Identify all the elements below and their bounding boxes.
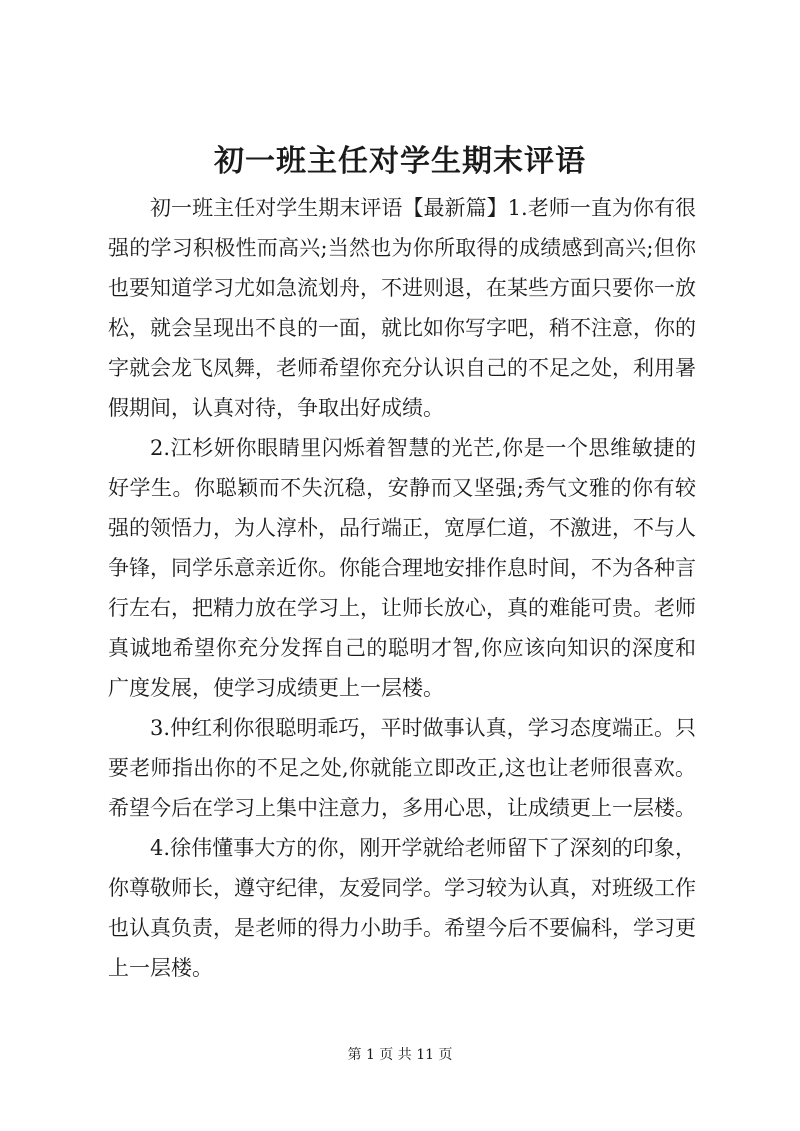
paragraph-3: 3.仲红利你很聪明乖巧，平时做事认真，学习态度端正。只要老师指出你的不足之处,你就能立即改正,这也让老师很喜欢。希望今后在学习上集中注意力，多用心思，让成绩更上一层楼。 [108,716,696,820]
document-body [108,188,696,988]
paragraph-4: 4.徐伟懂事大方的你，刚开学就给老师留下了深刻的印象，你尊敬师长，遵守纪律，友爱同学。学习较为认真，对班级工作也认真负责，是老师的得力小助手。希望今后不要偏科，学习更上一层楼。 [108,836,696,980]
page-footer: 第 1 页 共 11 页 [347,1047,453,1063]
document-title: 初一班主任对学生期末评语 [214,144,586,179]
paragraph-1: 初一班主任对学生期末评语【最新篇】1.老师一直为你有很强的学习积极性而高兴;当然也为你所取得的成绩感到高兴;但你也要知道学习尤如急流划舟，不进则退，在某些方面只要你一放松，就会呈现出不良的一面，就比如你写字吧，稍不注意，你的字就会龙飞凤舞，老师希望你充分认识自己的不足之处，利用暑假期间，认真对待，争取出好成绩。 [108,196,696,420]
paragraph-2: 2.江杉妍你眼睛里闪烁着智慧的光芒,你是一个思维敏捷的好学生。你聪颖而不失沉稳，安静而又坚强;秀气文雅的你有较强的领悟力，为人淳朴，品行端正，宽厚仁道，不激进，不与人争锋，同学乐意亲近你。你能合理地安排作息时间，不为各种言行左右，把精力放在学习上，让师长放心，真的难能可贵。老师真诚地希望你充分发挥自己的聪明才智,你应该向知识的深度和广度发展，使学习成绩更上一层楼。 [108,436,696,700]
